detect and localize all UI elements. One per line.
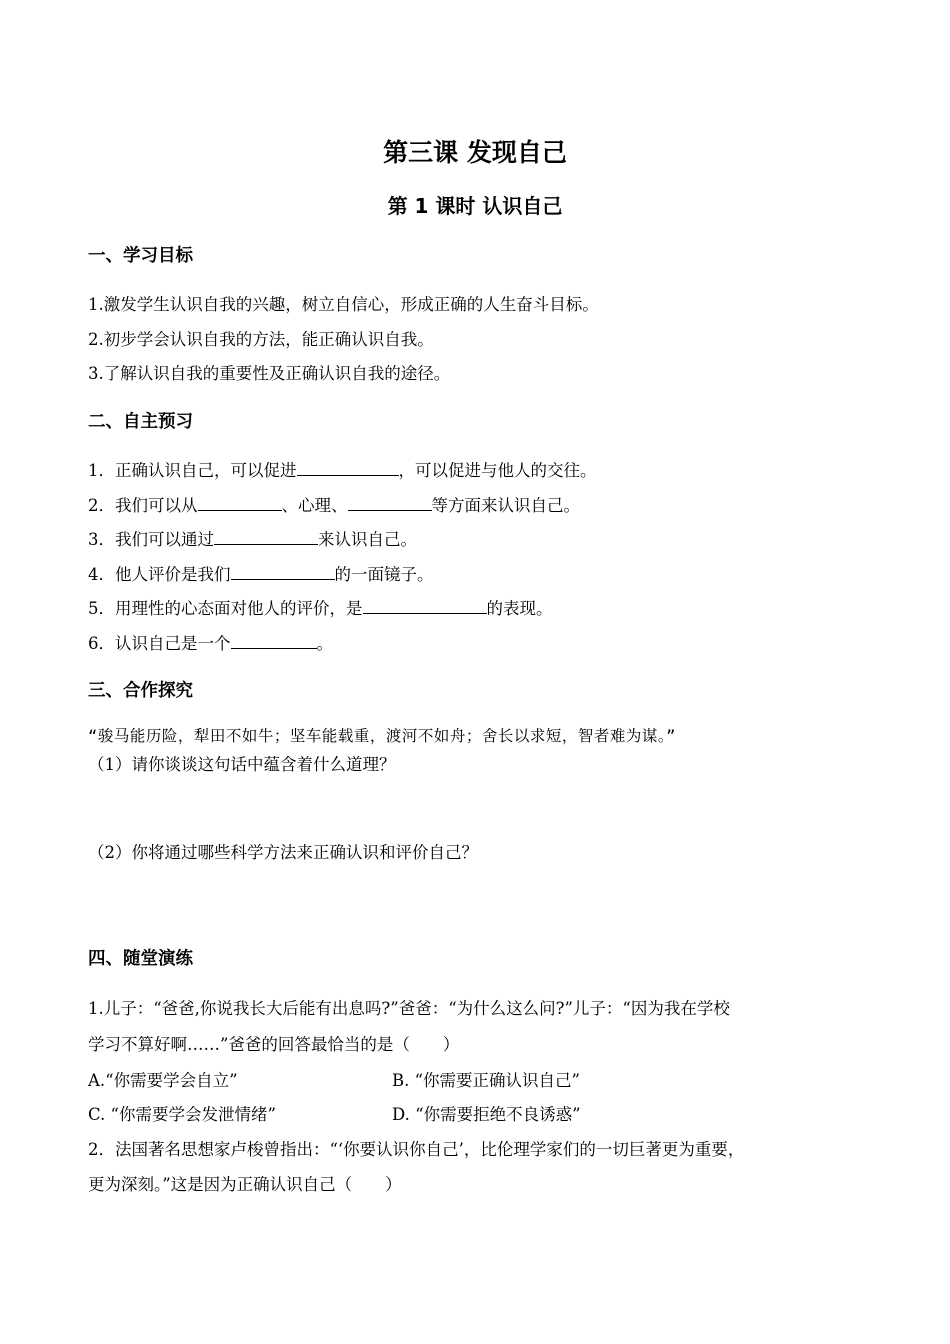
question-text: 1．正确认识自己，可以促进 bbox=[88, 461, 297, 480]
preview-question-6 bbox=[88, 630, 333, 654]
goal-item: 3.了解认识自我的重要性及正确认识自我的途径。 bbox=[88, 364, 451, 383]
preview-question-3 bbox=[88, 526, 417, 550]
lesson-subtitle: 第 1 课时 认识自己 bbox=[387, 194, 563, 218]
goal-item: 2.初步学会认识自我的方法，能正确认识自我。 bbox=[88, 330, 434, 349]
option-b: B. “你需要正确认识自己” bbox=[392, 1071, 580, 1090]
goal-item: 1.激发学生认识自我的兴趣，树立自信心，形成正确的人生奋斗目标。 bbox=[88, 295, 599, 314]
question-text: 等方面来认识自己。 bbox=[431, 496, 580, 515]
option-c: C. “你需要学会发泄情绪” bbox=[88, 1105, 276, 1124]
section-explore-heading: 三、合作探究 bbox=[88, 681, 193, 701]
practice-question-2-line: 更为深刻。”这是因为正确认识自己（ ） bbox=[88, 1175, 402, 1194]
preview-question-4 bbox=[88, 561, 434, 585]
option-a: A.“你需要学会自立” bbox=[88, 1071, 238, 1090]
preview-question-2 bbox=[88, 492, 580, 516]
answer-blank[interactable] bbox=[363, 595, 487, 614]
section-goals-heading: 一、学习目标 bbox=[88, 246, 193, 266]
explore-question-1: （1）请你谈谈这句话中蕴含着什么道理？ bbox=[88, 755, 396, 774]
question-text: 5．用理性的心态面对他人的评价，是 bbox=[88, 599, 363, 618]
question-text: 的表现。 bbox=[486, 599, 553, 618]
section-practice-heading: 四、随堂演练 bbox=[88, 949, 193, 969]
question-text: ，可以促进与他人的交往。 bbox=[398, 461, 597, 480]
preview-question-1 bbox=[88, 457, 597, 481]
option-d: D. “你需要拒绝不良诱惑” bbox=[392, 1105, 581, 1124]
section-preview-heading: 二、自主预习 bbox=[88, 412, 193, 432]
answer-blank[interactable] bbox=[348, 492, 432, 511]
question-text: 。 bbox=[316, 634, 333, 653]
answer-blank[interactable] bbox=[214, 526, 318, 545]
answer-blank[interactable] bbox=[297, 457, 399, 476]
question-text: 4．他人评价是我们 bbox=[88, 565, 231, 584]
practice-question-1-line: 1.儿子：“爸爸,你说我长大后能有出息吗?”爸爸：“为什么这么问?”儿子：“因为我在学校 bbox=[88, 999, 730, 1018]
explore-question-2: （2）你将通过哪些科学方法来正确认识和评价自己？ bbox=[88, 843, 478, 862]
question-text: 3．我们可以通过 bbox=[88, 530, 214, 549]
question-text: 6．认识自己是一个 bbox=[88, 634, 231, 653]
question-text: 来认识自己。 bbox=[318, 530, 417, 549]
practice-question-1-line: 学习不算好啊……”爸爸的回答最恰当的是（ ） bbox=[88, 1035, 460, 1054]
answer-blank[interactable] bbox=[231, 561, 335, 580]
proverb-quote: “骏马能历险，犁田不如牛；坚车能载重，渡河不如舟；舍长以求短，智者难为谋。” bbox=[88, 727, 676, 745]
question-text: 、心理、 bbox=[281, 496, 348, 515]
answer-blank[interactable] bbox=[231, 630, 317, 649]
preview-question-5 bbox=[88, 595, 553, 619]
lesson-title: 第三课 发现自己 bbox=[383, 138, 567, 167]
answer-blank[interactable] bbox=[198, 492, 282, 511]
question-text: 2．我们可以从 bbox=[88, 496, 198, 515]
question-text: 的一面镜子。 bbox=[334, 565, 434, 584]
practice-question-2-line: 2．法国著名思想家卢梭曾指出：“‘你要认识你自己’，比伦理学家们的一切巨著更为重要， bbox=[88, 1140, 745, 1159]
